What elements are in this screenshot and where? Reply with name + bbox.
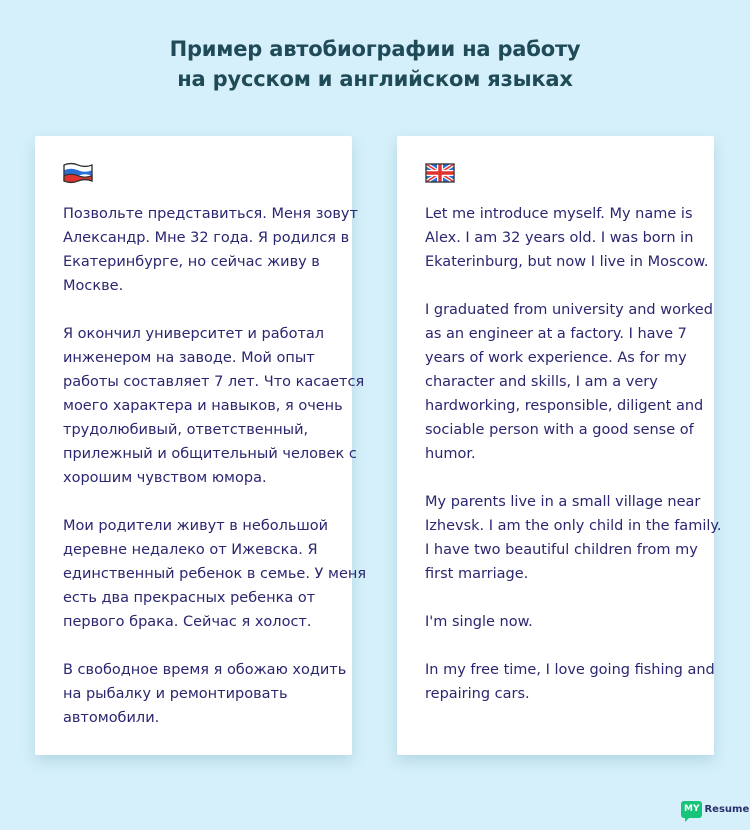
text-line: Мои родители живут в небольшой	[63, 518, 329, 534]
text-line: I graduated from university and worked	[425, 302, 713, 318]
text-line: трудолюбивый, ответственный,	[63, 422, 309, 438]
text-line: моего характера и навыков, я очень	[63, 398, 343, 414]
text-line: hardworking, responsible, diligent and	[425, 398, 704, 414]
text-line: Izhevsk. I am the only child in the family.	[425, 518, 722, 534]
paragraph	[63, 202, 358, 298]
text-line: Александр. Мне 32 года. Я родился в	[63, 230, 350, 246]
russian-text	[63, 202, 367, 754]
paragraph	[425, 490, 722, 586]
text-line: My parents live in a small village near	[425, 494, 701, 510]
paragraph	[425, 202, 715, 274]
uk-flag-icon	[425, 162, 455, 184]
paragraph	[425, 298, 715, 466]
text-line: Екатеринбурге, но сейчас живу в	[63, 254, 320, 270]
text-line: I have two beautiful children from my	[425, 542, 698, 558]
text-line: В свободное время я обожаю ходить	[63, 662, 347, 678]
text-line: Alex. I am 32 years old. I was born in	[425, 230, 694, 246]
text-line: хорошим чувством юмора.	[63, 470, 267, 486]
text-line: первого брака. Сейчас я холост.	[63, 614, 312, 630]
english-text	[425, 202, 722, 730]
english-card	[397, 136, 722, 755]
russian-flag-icon	[63, 162, 93, 184]
text-line: first marriage.	[425, 566, 529, 582]
logo-text: Resume	[704, 803, 750, 815]
logo-badge: MY	[681, 801, 702, 818]
text-line: на рыбалку и ремонтировать	[63, 686, 288, 702]
text-line: Москве.	[63, 278, 124, 294]
text-line: автомобили.	[63, 710, 160, 726]
text-line: character and skills, I am a very	[425, 374, 658, 390]
text-line: Ekaterinburg, but now I live in Moscow.	[425, 254, 709, 270]
russian-card	[35, 136, 367, 755]
page-title	[0, 34, 750, 94]
paragraph	[63, 514, 367, 634]
text-line: единственный ребенок в семье. У меня	[63, 566, 367, 582]
paragraph	[63, 322, 365, 490]
paragraph	[63, 658, 353, 730]
paragraph	[425, 658, 715, 706]
text-line: repairing cars.	[425, 686, 530, 702]
text-line: years of work experience. As for my	[425, 350, 687, 366]
text-line: In my free time, I love going fishing and	[425, 662, 715, 678]
text-line: инженером на заводе. Мой опыт	[63, 350, 315, 366]
paragraph	[425, 610, 715, 634]
page-title-line-2: на русском и английском языках	[177, 67, 573, 91]
text-line: деревне недалеко от Ижевска. Я	[63, 542, 318, 558]
text-line: as an engineer at a factory. I have 7	[425, 326, 687, 342]
page-title-line-1: Пример автобиографии на работу	[169, 37, 581, 61]
text-line: Позвольте представиться. Меня зовут	[63, 206, 358, 222]
myresume-logo	[681, 800, 749, 818]
text-line: работы составляет 7 лет. Что касается	[63, 374, 365, 390]
text-line: I'm single now.	[425, 614, 533, 630]
text-line: humor.	[425, 446, 476, 462]
text-line: Let me introduce myself. My name is	[425, 206, 693, 222]
text-line: Я окончил университет и работал	[63, 326, 325, 342]
text-line: прилежный и общительный человек с	[63, 446, 357, 462]
text-line: sociable person with a good sense of	[425, 422, 694, 438]
text-line: есть два прекрасных ребенка от	[63, 590, 316, 606]
